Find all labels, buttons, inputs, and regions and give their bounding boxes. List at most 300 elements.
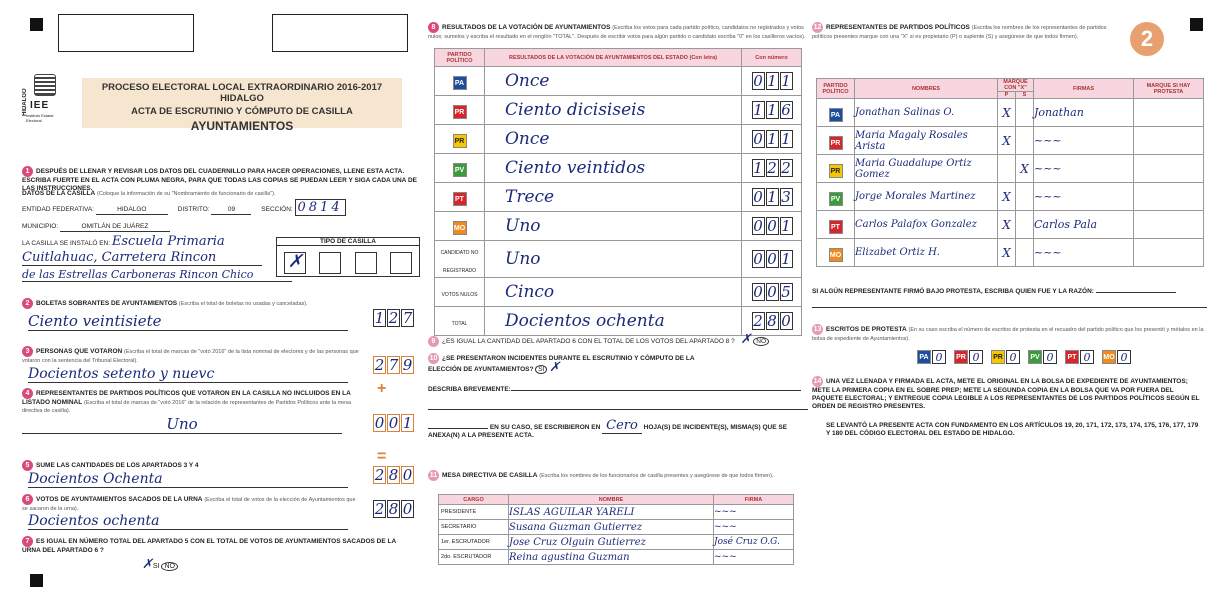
votes-words: Cinco [485,278,742,307]
col-number: Con número [742,49,802,67]
nombre-cell: Carlos Palafox Gonzalez [855,211,998,239]
nombre-cell: Susana Guzman Gutierrez [509,520,714,535]
state-label: HIDALGO [22,88,28,116]
digit-box: 0 [781,311,791,330]
suplente-cell[interactable] [1016,99,1034,127]
table-row [817,127,1204,155]
section-2 [22,298,422,331]
table-row [439,535,794,550]
section-6-digits [372,500,414,519]
table-row [439,550,794,565]
firma-cell: Carlos Pala [1034,211,1134,239]
party-cell [435,67,485,96]
section-8-header [428,22,808,41]
section-7-label: ES IGUAL EN NÚMERO TOTAL DEL APARTADO 5 CON EL TOTAL DE VOTOS DE AYUNTAMIENTOS SACADOS DE LA URNA DEL APARTADO 6 ? [22,538,396,554]
si-checkmark-icon[interactable]: ✗ [740,332,752,348]
section-8-label: RESULTADOS DE LA VOTACIÓN DE AYUNTAMIENTOS [442,24,611,32]
protesta-box[interactable] [1028,350,1057,364]
party-label: VOTOS NULOS [441,292,478,298]
entidad-label: ENTIDAD FEDERATIVA: [22,206,94,213]
col-protesta: MARQUE SI HAY PROTESTA [1134,79,1204,99]
section-11 [428,470,808,481]
section-number: 14 [813,378,822,385]
section-number: 4 [22,388,33,399]
col-words: RESULTADOS DE LA VOTACIÓN DE AYUNTAMIENTOS DEL ESTADO (Con letra) [485,49,742,67]
digit-box: 2 [767,158,777,177]
party-logo-icon: MO [453,221,467,235]
legal-text: SE LEVANTÓ LA PRESENTE ACTA CON FUNDAMENTO EN LOS ARTÍCULOS 19, 20, 171, 172, 173, 174, 175, 176, 177, 179 Y 180 DEL CÓDIGO ELECTORAL DEL ESTADO DE HIDALGO. [826,422,1199,437]
party-label: CANDIDATO NO REGISTRADO [440,250,479,274]
table-row [817,239,1204,267]
votes-words: Uno [485,241,742,278]
votes-words: Uno [485,212,742,241]
section-13 [812,324,1207,343]
party-logo-icon: MO [1102,350,1116,364]
section-14 [812,376,1202,411]
col-nombre: NOMBRE [509,495,714,505]
section-number: 1 [22,166,33,177]
section-6-hint: (Escriba el total de votos de la elección de Ayuntamientos que se sacaron de la urna). [22,497,356,512]
section-2-words: Ciento veintisiete [28,312,348,331]
cargo-cell: 2do. ESCRUTADOR [439,550,509,565]
nombre-cell: Maria Guadalupe Ortiz Gomez [855,155,998,183]
party-logo-icon: PA [917,350,931,364]
digit-box: 1 [767,100,777,119]
entidad-row [22,200,422,215]
municipio-label: MUNICIPIO: [22,223,59,230]
section-number: 5 [22,460,33,471]
suplente-cell[interactable] [1016,183,1034,211]
digit-box: 2 [374,500,385,518]
table-row [435,241,802,278]
distrito-label: DISTRITO: [177,206,210,213]
section-number: 11 [429,472,438,479]
col-firmas: FIRMAS [1034,79,1134,99]
party-logo-icon: PV [453,163,467,177]
digit-box: 2 [374,356,385,374]
propietario-cell[interactable]: X [998,99,1016,127]
digit-box: 0 [753,187,763,206]
section-1-text: DESPUÉS DE LLENAR Y REVISAR LOS DATOS DEL CUADERNILLO PARA HACER OPERACIONES, LLENE ESTA ACTA. ESCRIBA FUERTE EN EL ACTA CON PLUMA NEGRA, PARA QUE TODAS LAS COPIAS SE PUEDAN LEER Y SIGA CADA UNA DE LAS INSTRUCCIONES. [22,168,417,192]
party-logo-icon: PV [829,192,843,206]
digit-box: 0 [388,414,399,432]
section-14-text: UNA VEZ LLENADA Y FIRMADA EL ACTA, METE EL ORIGINAL EN LA BOLSA DE EXPEDIENTE DE AYUNTAMIENTOS; METE LA PRIMERA COPIA EN EL SOBRE PREP; METE LA SEGUNDA COPIA EN LA BOLSA QUE VA POR FUERA DEL PAQUETE ELECTORAL; Y ENTREGUE COPIA LEGIBLE A LOS REPRESENTANTES DE LOS PARTIDOS POLÍTICOS SEGÚN EL ORDEN DE REGISTRO PRESENTES. [812,378,1200,410]
nombre-cell: ISLAS AGUILAR YARELI [509,505,714,520]
digit-box: 2 [753,311,763,330]
votes-digits [742,96,802,125]
party-logo-icon: PA [453,76,467,90]
cargo-cell: SECRETARIO [439,520,509,535]
digit-box: 0 [374,414,385,432]
votes-digits [742,183,802,212]
digit-box: 8 [388,500,399,518]
table-row [439,505,794,520]
tipo-contigua-checkbox[interactable] [319,252,341,274]
datos-label: DATOS DE LA CASILLA [22,190,96,197]
no-checkmark-icon[interactable]: ✗ [549,360,561,375]
digit-box: 6 [781,100,791,119]
municipio-row [22,223,170,232]
propietario-cell[interactable]: X [998,127,1016,155]
section-6-label: VOTOS DE AYUNTAMIENTOS SACADOS DE LA URNA [36,496,203,504]
title-process: PROCESO ELECTORAL LOCAL EXTRAORDINARIO 2016-2017 HIDALGO [101,82,383,104]
votes-digits [742,154,802,183]
party-logo-icon: PT [453,192,467,206]
digit-box: 1 [767,187,777,206]
table-row [435,125,802,154]
propietario-cell[interactable] [998,155,1016,183]
hojas-value: Cero [602,418,642,434]
logo-text: IEE [30,100,50,111]
table-row [439,520,794,535]
digit-box: 1 [402,414,413,432]
section-number: 6 [22,494,33,505]
party-cell [817,211,855,239]
section-2-hint: (Escriba el total de boletas no usadas y canceladas). [178,301,308,308]
describa-label: DESCRIBA BREVEMENTE: [428,386,511,393]
digit-box: 9 [402,356,413,374]
table-row [817,183,1204,211]
party-cell [817,155,855,183]
digit-box: 1 [753,100,763,119]
digit-box: 2 [388,309,399,327]
votes-digits [742,241,802,278]
digit-box: 1 [781,71,791,90]
votes-words: Once [485,125,742,154]
votes-words: Ciento veintidos [485,154,742,183]
party-logo-icon: MO [829,248,843,262]
digit-box: 1 [781,216,791,235]
protesta-count: 0 [1043,350,1057,364]
section-3-label: PERSONAS QUE VOTARON [36,348,123,356]
protesta-count: 0 [1117,350,1131,364]
tipo-casilla-box [276,237,420,277]
nombre-cell: Maria Magaly Rosales Arista [855,127,998,155]
column-middle [428,8,808,603]
table-row [817,211,1204,239]
section-5-label: SUME LAS CANTIDADES DE LOS APARTADOS 3 Y 4 [36,462,199,470]
party-logo-icon: PR [453,105,467,119]
nombre-cell: Reina agustina Guzman [509,550,714,565]
digit-box: 1 [767,129,777,148]
digit-box: 1 [767,71,777,90]
suplente-cell[interactable]: X [1016,155,1034,183]
party-cell [435,183,485,212]
party-logo-icon: PR [453,134,467,148]
digit-box: 1 [753,158,763,177]
col-s: S [1016,92,1034,99]
distrito-value: 09 [211,206,251,215]
column-right [812,8,1207,603]
section-3-hint: (Escriba el total de marcas de "votó 2016" de la lista nominal de electores y de las personas que votaron con la sentencia del Tribunal Electoral). [22,349,359,364]
suplente-cell[interactable] [1016,127,1034,155]
party-cell [435,307,485,336]
firma-cell: ~~~ [1034,155,1134,183]
si-option[interactable]: SI [535,365,547,374]
protesta-count: 0 [969,350,983,364]
protesta-count: 0 [932,350,946,364]
entidad-value: HIDALGO [96,206,168,215]
votes-digits [742,212,802,241]
section-3 [22,346,422,383]
party-logo-icon: PR [954,350,968,364]
section-9 [428,332,808,348]
nombre-cell: Jonathan Salinas O. [855,99,998,127]
protesta-box[interactable] [917,350,946,364]
section-13-label: ESCRITOS DE PROTESTA [826,326,907,334]
hojas-tail: HOJA(S) DE INCIDENTE(S), MISMA(S) QUE SE ANEXA(N) A LA PRESENTE ACTA. [428,424,788,439]
firma-cell: Jonathan [1034,99,1134,127]
tipo-especial-checkbox[interactable] [390,252,412,274]
digit-box: 7 [402,309,413,327]
section-13-hint: (En su caso escriba el número de escritos de protesta en el recuadro del partido político que los presentó y métalos en la bolsa de expediente de Ayuntamientos). [812,327,1204,342]
digit-box: 0 [753,129,763,148]
datos-hint: (Coloque la información de su "Nombramiento de funcionario de casilla"). [97,191,276,197]
section-number: 8 [428,22,439,33]
votes-digits [742,125,802,154]
nombre-cell: Elizabet Ortiz H. [855,239,998,267]
instalo-line1: Escuela Primaria [111,234,225,249]
protesta-box[interactable] [1065,350,1094,364]
firma-cell: ~~~ [714,520,794,535]
digit-box: 1 [781,249,791,268]
party-cell [817,183,855,211]
protesta-cell[interactable] [1134,211,1204,239]
digit-box: 7 [388,356,399,374]
plus-sign: + [377,380,387,397]
en-su-caso-label: EN SU CASO, SE ESCRIBIERON EN [489,424,601,431]
party-logo-icon: PT [829,220,843,234]
party-cell [435,96,485,125]
section-9-label: ¿ES IGUAL LA CANTIDAD DEL APARTADO 6 CON EL TOTAL DE LOS VOTOS DEL APARTADO 8 ? [442,338,735,346]
votes-digits [742,278,802,307]
party-cell [435,278,485,307]
digit-box: 0 [767,249,777,268]
section-3-digits [372,356,414,375]
municipio-value: OMITLÁN DE JUÁREZ [60,223,170,232]
protesta-label: SI ALGÚN REPRESENTANTE FIRMÓ BAJO PROTESTA, ESCRIBA QUIEN FUE Y LA RAZÓN: [812,288,1094,295]
tipo-basica-checkbox[interactable]: ✗ [284,252,306,274]
protesta-box[interactable] [991,350,1020,364]
digit-box: 0 [753,282,763,301]
results-table [434,48,802,336]
digit-box: 0 [402,500,413,518]
col-firma: FIRMA [714,495,794,505]
seccion-label: SECCIÓN: [261,206,293,213]
party-cell [435,212,485,241]
table-row [435,96,802,125]
party-logo-icon: PR [829,164,843,178]
party-cell [817,239,855,267]
table-row [817,155,1204,183]
section-5-words: Docientos Ochenta [28,471,348,488]
protesta-cell[interactable] [1134,183,1204,211]
cargo-cell: PRESIDENTE [439,505,509,520]
iee-logo [22,66,67,128]
section-3-words: Docientos setento y nuevc [28,366,348,383]
party-cell [817,127,855,155]
no-option[interactable]: NO [161,562,178,571]
title-ayuntamientos: AYUNTAMIENTOS [190,119,294,133]
party-logo-icon: PA [829,108,843,122]
no-option[interactable]: NO [753,337,769,346]
si-label: SI [152,563,160,570]
party-logo-icon: PV [1028,350,1042,364]
propietario-cell[interactable]: X [998,239,1016,267]
protesta-count: 0 [1006,350,1020,364]
seccion-value: 0814 [295,199,346,216]
party-logo-icon: PR [991,350,1005,364]
protesta-cell[interactable] [1134,239,1204,267]
section-number: 9 [428,336,439,347]
section-4-digits [372,414,414,433]
datos-row [22,190,275,198]
propietario-cell[interactable]: X [998,211,1016,239]
equals-sign: = [377,448,387,465]
logo-icon [34,74,56,96]
tipo-extraordinaria-checkbox[interactable] [355,252,377,274]
protesta-row [812,288,1207,308]
section-4-label: REPRESENTANTES DE PARTIDOS POLÍTICOS QUE VOTARON EN LA CASILLA NO INCLUIDOS EN LA LISTADO NOMINAL [22,390,351,406]
col-marque: MARQUE CON "X" [998,79,1034,92]
section-4-hint: (Escriba el total de marcas de "votó 2016" de la relación de representantes de Partidos Políticos ante la mesa directiva de casilla). [22,400,352,414]
section-7 [22,536,422,572]
section-1 [22,166,422,193]
party-cell [435,154,485,183]
digit-box: 8 [767,311,777,330]
table-row [435,154,802,183]
votes-words: Ciento dicisiseis [485,96,742,125]
title-acta: ACTA DE ESCRUTINIO Y CÓMPUTO DE CASILLA [131,106,353,117]
propietario-cell[interactable]: X [998,183,1016,211]
instalo-block [22,234,292,282]
party-logo-icon: PR [829,136,843,150]
col-party: PARTIDO POLÍTICO [817,79,855,99]
col-cargo: CARGO [439,495,509,505]
table-row [435,67,802,96]
votes-digits [742,307,802,336]
section-number: 12 [813,24,822,31]
firma-cell: ~~~ [714,505,794,520]
firma-cell: José Cruz O.G. [714,535,794,550]
table-row [435,307,802,336]
votes-digits [742,67,802,96]
section-12-hint: (Escriba los nombres de los representantes de partidos políticos presentes marque con una "X" si es propietario (P) o suplente (S) y asegúrese de que todos firmen). [812,25,1107,40]
section-10-label: ¿SE PRESENTARON INCIDENTES DURANTE EL ESCRUTINIO Y CÓMPUTO DE LA ELECCIÓN DE AYUNTAMIENTOS? [428,355,695,373]
logo-subtitle: Instituto Estatal Electoral [26,113,54,123]
digit-box: 2 [374,466,385,484]
mesa-directiva-table [438,494,794,565]
section-2-digits [372,309,414,328]
digit-box: 1 [781,129,791,148]
section-7-answer [142,557,422,572]
section-11-hint: (Escriba los nombres de los funcionarios de casilla presentes y asegúrese de que todos firmen). [539,473,774,480]
column-left [22,8,422,603]
digit-box: 2 [781,158,791,177]
table-row [817,99,1204,127]
table-row [435,278,802,307]
instalo-label: LA CASILLA SE INSTALÓ EN: [22,240,111,247]
firma-cell: ~~~ [1034,127,1134,155]
party-logo-icon: PT [1065,350,1079,364]
barcode-box [58,14,194,52]
votes-words: Trece [485,183,742,212]
votes-words: Docientos ochenta [485,307,742,336]
section-number: 10 [429,355,438,362]
digit-box: 0 [767,216,777,235]
firma-cell: ~~~ [714,550,794,565]
digit-box: 0 [753,249,763,268]
digit-box: 3 [781,187,791,206]
section-10 [428,353,808,440]
nombre-cell: Jose Cruz Olguin Gutierrez [509,535,714,550]
firma-cell: ~~~ [1034,239,1134,267]
digit-box: 0 [753,71,763,90]
col-p: P [998,92,1016,99]
digit-box: 0 [402,466,413,484]
suplente-cell[interactable] [1016,211,1034,239]
party-cell [435,125,485,154]
section-5-digits [372,466,414,485]
digit-box: 8 [388,466,399,484]
table-row [435,212,802,241]
title-block [82,78,402,133]
protesta-count: 0 [1080,350,1094,364]
protesta-box[interactable] [1102,350,1131,364]
digit-box: 1 [374,309,385,327]
section-2-label: BOLETAS SOBRANTES DE AYUNTAMIENTOS [36,300,178,308]
party-label: TOTAL [451,321,468,327]
protesta-box[interactable] [954,350,983,364]
digit-box: 5 [781,282,791,301]
cargo-cell: 1er. ESCRUTADOR [439,535,509,550]
section-5 [22,460,422,488]
section-4 [22,388,422,434]
instalo-line3: de las Estrellas Carboneras Rincon Chico [22,268,292,282]
folio-box [272,14,408,52]
party-cell [817,99,855,127]
section-4-words: Uno [22,415,342,434]
instalo-line2: Cuitlahuac, Carretera Rincon [22,250,262,266]
protesta-cell[interactable] [1134,127,1204,155]
firma-cell: ~~~ [1034,183,1134,211]
section-6-words: Docientos ochenta [28,513,348,530]
section-8-hint: (Escriba los votos para cada partido político, candidatos no registrados y votos nulos; sumelos y escriba el resultado en el renglón "TOTAL". Después de escribir votos para algún partido o candidato escriba "0" en los casilleros vacíos). [428,25,806,40]
section-number: 2 [22,298,33,309]
party-cell [435,241,485,278]
protesta-cell[interactable] [1134,155,1204,183]
votes-words: Once [485,67,742,96]
suplente-cell[interactable] [1016,239,1034,267]
section-number: 7 [22,536,33,547]
section-12-header [812,22,1112,41]
protesta-cell[interactable] [1134,99,1204,127]
escritos-protesta-boxes [917,350,1131,364]
section-12-label: REPRESENTANTES DE PARTIDOS POLÍTICOS [826,24,970,32]
col-party: PARTIDO POLÍTICO [435,49,485,67]
section-number: 13 [813,326,822,333]
digit-box: 0 [767,282,777,301]
section-6 [22,494,422,530]
si-checkmark-icon[interactable]: ✗ [142,557,153,572]
tipo-label: TIPO DE CASILLA [277,238,419,246]
digit-box: 0 [753,216,763,235]
section-11-label: MESA DIRECTIVA DE CASILLA [442,472,538,480]
section-number: 3 [22,346,33,357]
representantes-table [816,78,1204,267]
page-number-badge: 2 [1130,22,1164,56]
table-row [435,183,802,212]
